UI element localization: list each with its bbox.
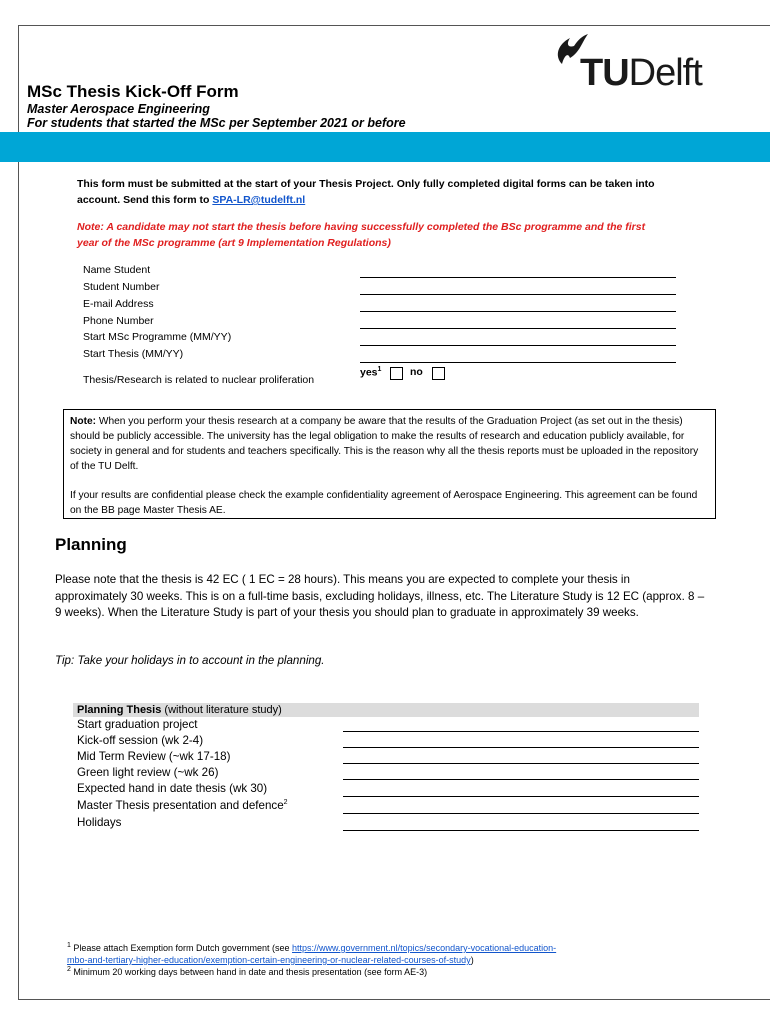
prerequisite-note: Note: A candidate may not start the thesis before having successfully completed the BSc programme and the first year of the MSc programme (art 9 Implementation Regulations) (77, 221, 646, 249)
form-subtitle-programme: Master Aerospace Engineering (27, 102, 210, 116)
intro-instructions: This form must be submitted at the start of your Thesis Project. Only fully completed digital forms can be taken into account. Send this form to (77, 178, 655, 206)
plan-defence-input[interactable] (343, 813, 699, 814)
plan-row-label-midterm: Mid Term Review (~wk 17-18) (77, 750, 231, 763)
field-label-start-msc: Start MSc Programme (MM/YY) (83, 331, 232, 343)
no-label: no (410, 366, 423, 378)
field-label-email: E-mail Address (83, 298, 154, 310)
start-thesis-input[interactable] (360, 362, 676, 363)
exemption-link-continued[interactable]: mbo-and-tertiary-higher-education/exemption-certain-engineering-or-nuclear-related-courses-of-study (67, 955, 471, 965)
intro-text (77, 176, 657, 208)
planning-tip: Tip: Take your holidays in to account in the planning. (55, 654, 325, 667)
planning-heading: Planning (55, 535, 127, 554)
planning-table-header: Planning Thesis (without literature study) (73, 703, 699, 717)
plan-row-label-holidays: Holidays (77, 816, 122, 829)
exemption-link[interactable]: https://www.government.nl/topics/secondary-vocational-education- (292, 943, 557, 953)
yes-label: yes$^1$ (360, 366, 382, 379)
nuclear-label: Thesis/Research is related to nuclear proliferation (83, 374, 315, 386)
plan-midterm-input[interactable] (343, 763, 699, 764)
phone-input[interactable] (360, 328, 676, 329)
plan-kickoff-input[interactable] (343, 747, 699, 748)
plan-row-label-greenlight: Green light review (~wk 26) (77, 766, 219, 779)
planning-paragraph: Please note that the thesis is 42 EC ( 1 EC = 28 hours). This means you are expected to complete your thesis in approximately 30 weeks. This is on a full-time basis, excluding holidays, illness, etc. The Literature Study is 12 EC (approx. 8 – 9 weeks). When the Literature Study is part of your thesis you should plan to graduate in approximately 39 weeks. (55, 573, 705, 619)
student-number-input[interactable] (360, 294, 676, 295)
field-label-student-number: Student Number (83, 281, 160, 293)
footnote-2: $^2$ Minimum 20 working days between hand in date and thesis presentation (see form AE-3) (67, 966, 428, 977)
field-label-name: Name Student (83, 264, 151, 276)
plan-row-label-start: Start graduation project (77, 718, 198, 731)
start-msc-input[interactable] (360, 345, 676, 346)
plan-handin-input[interactable] (343, 796, 699, 797)
submit-email-link[interactable]: SPA-LR@tudelft.nl (212, 194, 306, 206)
logo-tu-text: TU (580, 52, 629, 94)
plan-holidays-input[interactable] (343, 830, 699, 831)
form-title: MSc Thesis Kick-Off Form (27, 82, 239, 101)
logo-delft-text: Delft (628, 52, 702, 94)
confidentiality-note-box (63, 409, 716, 519)
tu-delft-logo (544, 30, 714, 94)
form-subtitle-cohort: For students that started the MSc per September 2021 or before (27, 116, 406, 130)
plan-start-input[interactable] (343, 731, 699, 732)
plan-row-label-defence: Master Thesis presentation and defence$^2$ (77, 799, 288, 812)
name-student-input[interactable] (360, 277, 676, 278)
plan-row-label-handin: Expected hand in date thesis (wk 30) (77, 782, 268, 795)
footnote-1-line-2: mbo-and-tertiary-higher-education/exemption-certain-engineering-or-nuclear-related-courses-of-study) (67, 955, 474, 965)
footnote-1-line-1: $^1$ Please attach Exemption form Dutch government (see https://www.government.nl/topics/secondary-vocational-education- (67, 942, 557, 953)
plan-greenlight-input[interactable] (343, 779, 699, 780)
yes-checkbox[interactable] (390, 367, 403, 380)
field-label-phone: Phone Number (83, 315, 154, 327)
field-label-start-thesis: Start Thesis (MM/YY) (83, 348, 184, 360)
note-paragraph-1: Note: When you perform your thesis research at a company be aware that the results of the Graduation Project (as set out in the thesis) should be publicly accessible. The university has the legal obligation to make the results of research and education publicly available, for society in general and for students and teachers specifically. This is the reason why all the thesis reports must be uploaded in the repository of the TU Delft. (70, 416, 699, 472)
header-band (0, 132, 770, 162)
email-input[interactable] (360, 311, 676, 312)
plan-row-label-kickoff: Kick-off session (wk 2-4) (77, 734, 204, 747)
no-checkbox[interactable] (432, 367, 445, 380)
note-paragraph-2: If your results are confidential please check the example confidentiality agreement of Aerospace Engineering. This agreement can be found on the BB page Master Thesis AE. (70, 490, 698, 516)
